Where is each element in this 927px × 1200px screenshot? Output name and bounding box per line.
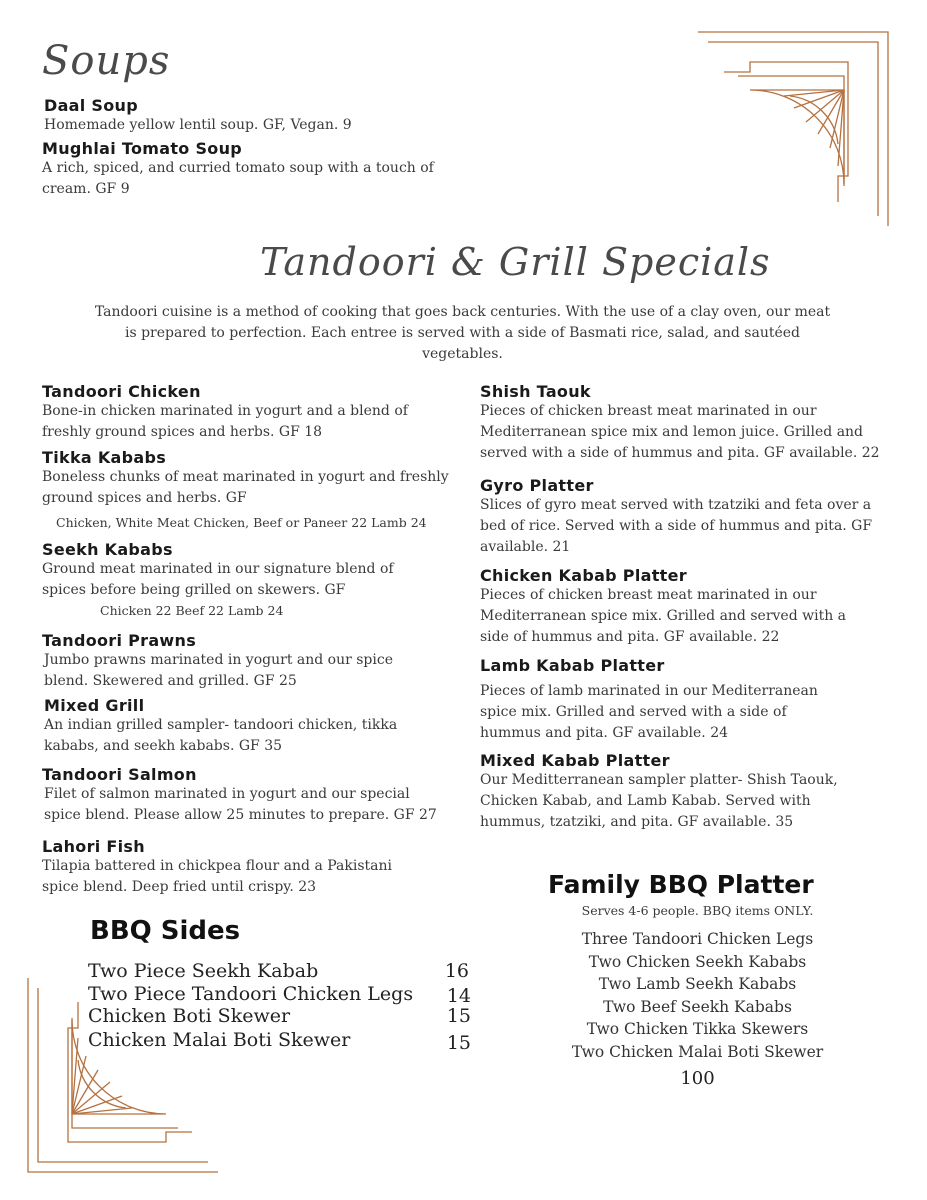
item-options: Chicken 22 Beef 22 Lamb 24	[100, 603, 284, 618]
side-name: Chicken Boti Skewer	[88, 1005, 291, 1027]
item-description: Homemade yellow lentil soup. GF, Vegan. 9	[44, 117, 352, 133]
menu-item	[480, 656, 850, 744]
item-description: Bone-in chicken marinated in yogurt and a blend of freshly ground spices and herbs. GF 18	[42, 403, 408, 440]
item-name: Tandoori Chicken	[42, 382, 201, 401]
item-name: Daal Soup	[44, 96, 138, 115]
side-name: Two Piece Seekh Kabab	[88, 960, 319, 982]
item-description: An indian grilled sampler- tandoori chicken, tikka kababs, and seekh kababs. GF 35	[44, 717, 398, 754]
item-name: Tikka Kababs	[42, 448, 167, 467]
item-description: Pieces of lamb marinated in our Mediterranean spice mix. Grilled and served with a side of hummus and pita. GF available. 24	[480, 683, 818, 741]
item-name: Tandoori Salmon	[42, 765, 197, 784]
item-description: Pieces of chicken breast meat marinated in our Mediterranean spice mix and lemon juice. Grilled and served with a side of hummus and pita. GF available. 22	[480, 403, 880, 461]
menu-item	[42, 448, 467, 530]
menu-item	[44, 96, 444, 136]
item-name: Gyro Platter	[480, 476, 594, 495]
item-description: Tilapia battered in chickpea flour and a Pakistani spice blend. Deep fried until crispy. 23	[42, 858, 393, 895]
tandoori-heading: Tandoori & Grill Specials	[260, 240, 771, 284]
menu-item	[42, 540, 422, 618]
platter-item: Two Chicken Malai Boti Skewer	[571, 1042, 824, 1061]
item-description: Our Meditterranean sampler platter- Shish Taouk, Chicken Kabab, and Lamb Kabab. Served with hummus, tzatziki, and pita. GF available. 35	[480, 772, 838, 830]
menu-item	[480, 476, 890, 558]
side-row	[88, 960, 473, 982]
item-description: Ground meat marinated in our signature blend of spices before being grilled on skewers. GF	[42, 561, 394, 598]
menu-item	[480, 751, 875, 833]
item-name: Chicken Kabab Platter	[480, 566, 687, 585]
item-name: Mughlai Tomato Soup	[42, 139, 243, 158]
menu-item	[480, 566, 875, 648]
item-name: Lamb Kabab Platter	[480, 656, 665, 675]
item-name: Lahori Fish	[42, 837, 145, 856]
side-name: Two Piece Tandoori Chicken Legs	[88, 983, 414, 1005]
item-description: Boneless chunks of meat marinated in yogurt and freshly ground spices and herbs. GF	[42, 469, 449, 506]
item-description: A rich, spiced, and curried tomato soup with a touch of cream. GF 9	[42, 160, 434, 197]
menu-item	[42, 837, 432, 898]
item-name: Tandoori Prawns	[42, 631, 197, 650]
item-name: Mixed Grill	[44, 696, 145, 715]
side-price: 15	[446, 1005, 471, 1027]
item-name: Seekh Kababs	[42, 540, 173, 559]
family-platter-list	[520, 928, 875, 1063]
item-description: Pieces of chicken breast meat marinated in our Mediterranean spice mix. Grilled and served with a side of hummus and pita. GF available. 22	[480, 587, 847, 645]
item-name: Shish Taouk	[480, 382, 591, 401]
item-description: Slices of gyro meat served with tzatziki and feta over a bed of rice. Served with a side of hummus and pita. GF available. 21	[480, 497, 873, 555]
item-description: Filet of salmon marinated in yogurt and our special spice blend. Please allow 25 minutes to prepare. GF 27	[44, 786, 437, 823]
platter-item: Three Tandoori Chicken Legs	[581, 930, 814, 948]
menu-item	[42, 382, 412, 443]
item-options: Chicken, White Meat Chicken, Beef or Paneer 22 Lamb 24	[56, 515, 427, 530]
side-row	[88, 1029, 473, 1054]
platter-item: Two Lamb Seekh Kababs	[598, 975, 797, 993]
family-platter-title: Family BBQ Platter	[548, 870, 814, 899]
bbq-sides-heading: BBQ Sides	[90, 916, 241, 946]
family-platter-price: 100	[680, 1068, 715, 1089]
side-price: 16	[444, 960, 469, 982]
item-name: Mixed Kabab Platter	[480, 751, 670, 770]
platter-item: Two Chicken Seekh Kababs	[588, 952, 807, 971]
menu-item	[42, 139, 442, 200]
side-row	[88, 983, 473, 1005]
menu-item	[42, 765, 442, 826]
platter-item: Two Chicken Tikka Skewers	[586, 1020, 809, 1038]
soups-heading: Soups	[42, 38, 171, 84]
corner-ornament-top-right	[690, 26, 896, 232]
tandoori-intro: Tandoori cuisine is a method of cooking that goes back centuries. With the use of a clay oven, our meat is prepared to perfection. Each entree is served with a side of Basmati rice, salad, and sautéed vegetables.	[94, 304, 831, 362]
side-price: 14	[446, 985, 471, 1007]
item-description: Jumbo prawns marinated in yogurt and our spice blend. Skewered and grilled. GF 25	[44, 652, 394, 689]
menu-item	[44, 696, 424, 757]
side-price: 15	[446, 1032, 471, 1054]
side-name: Chicken Malai Boti Skewer	[88, 1029, 351, 1051]
family-platter-subtitle: Serves 4-6 people. BBQ items ONLY.	[581, 903, 814, 918]
platter-item: Two Beef Seekh Kababs	[603, 997, 792, 1016]
menu-item	[480, 382, 900, 464]
side-row	[88, 1005, 473, 1027]
menu-item	[42, 631, 422, 692]
